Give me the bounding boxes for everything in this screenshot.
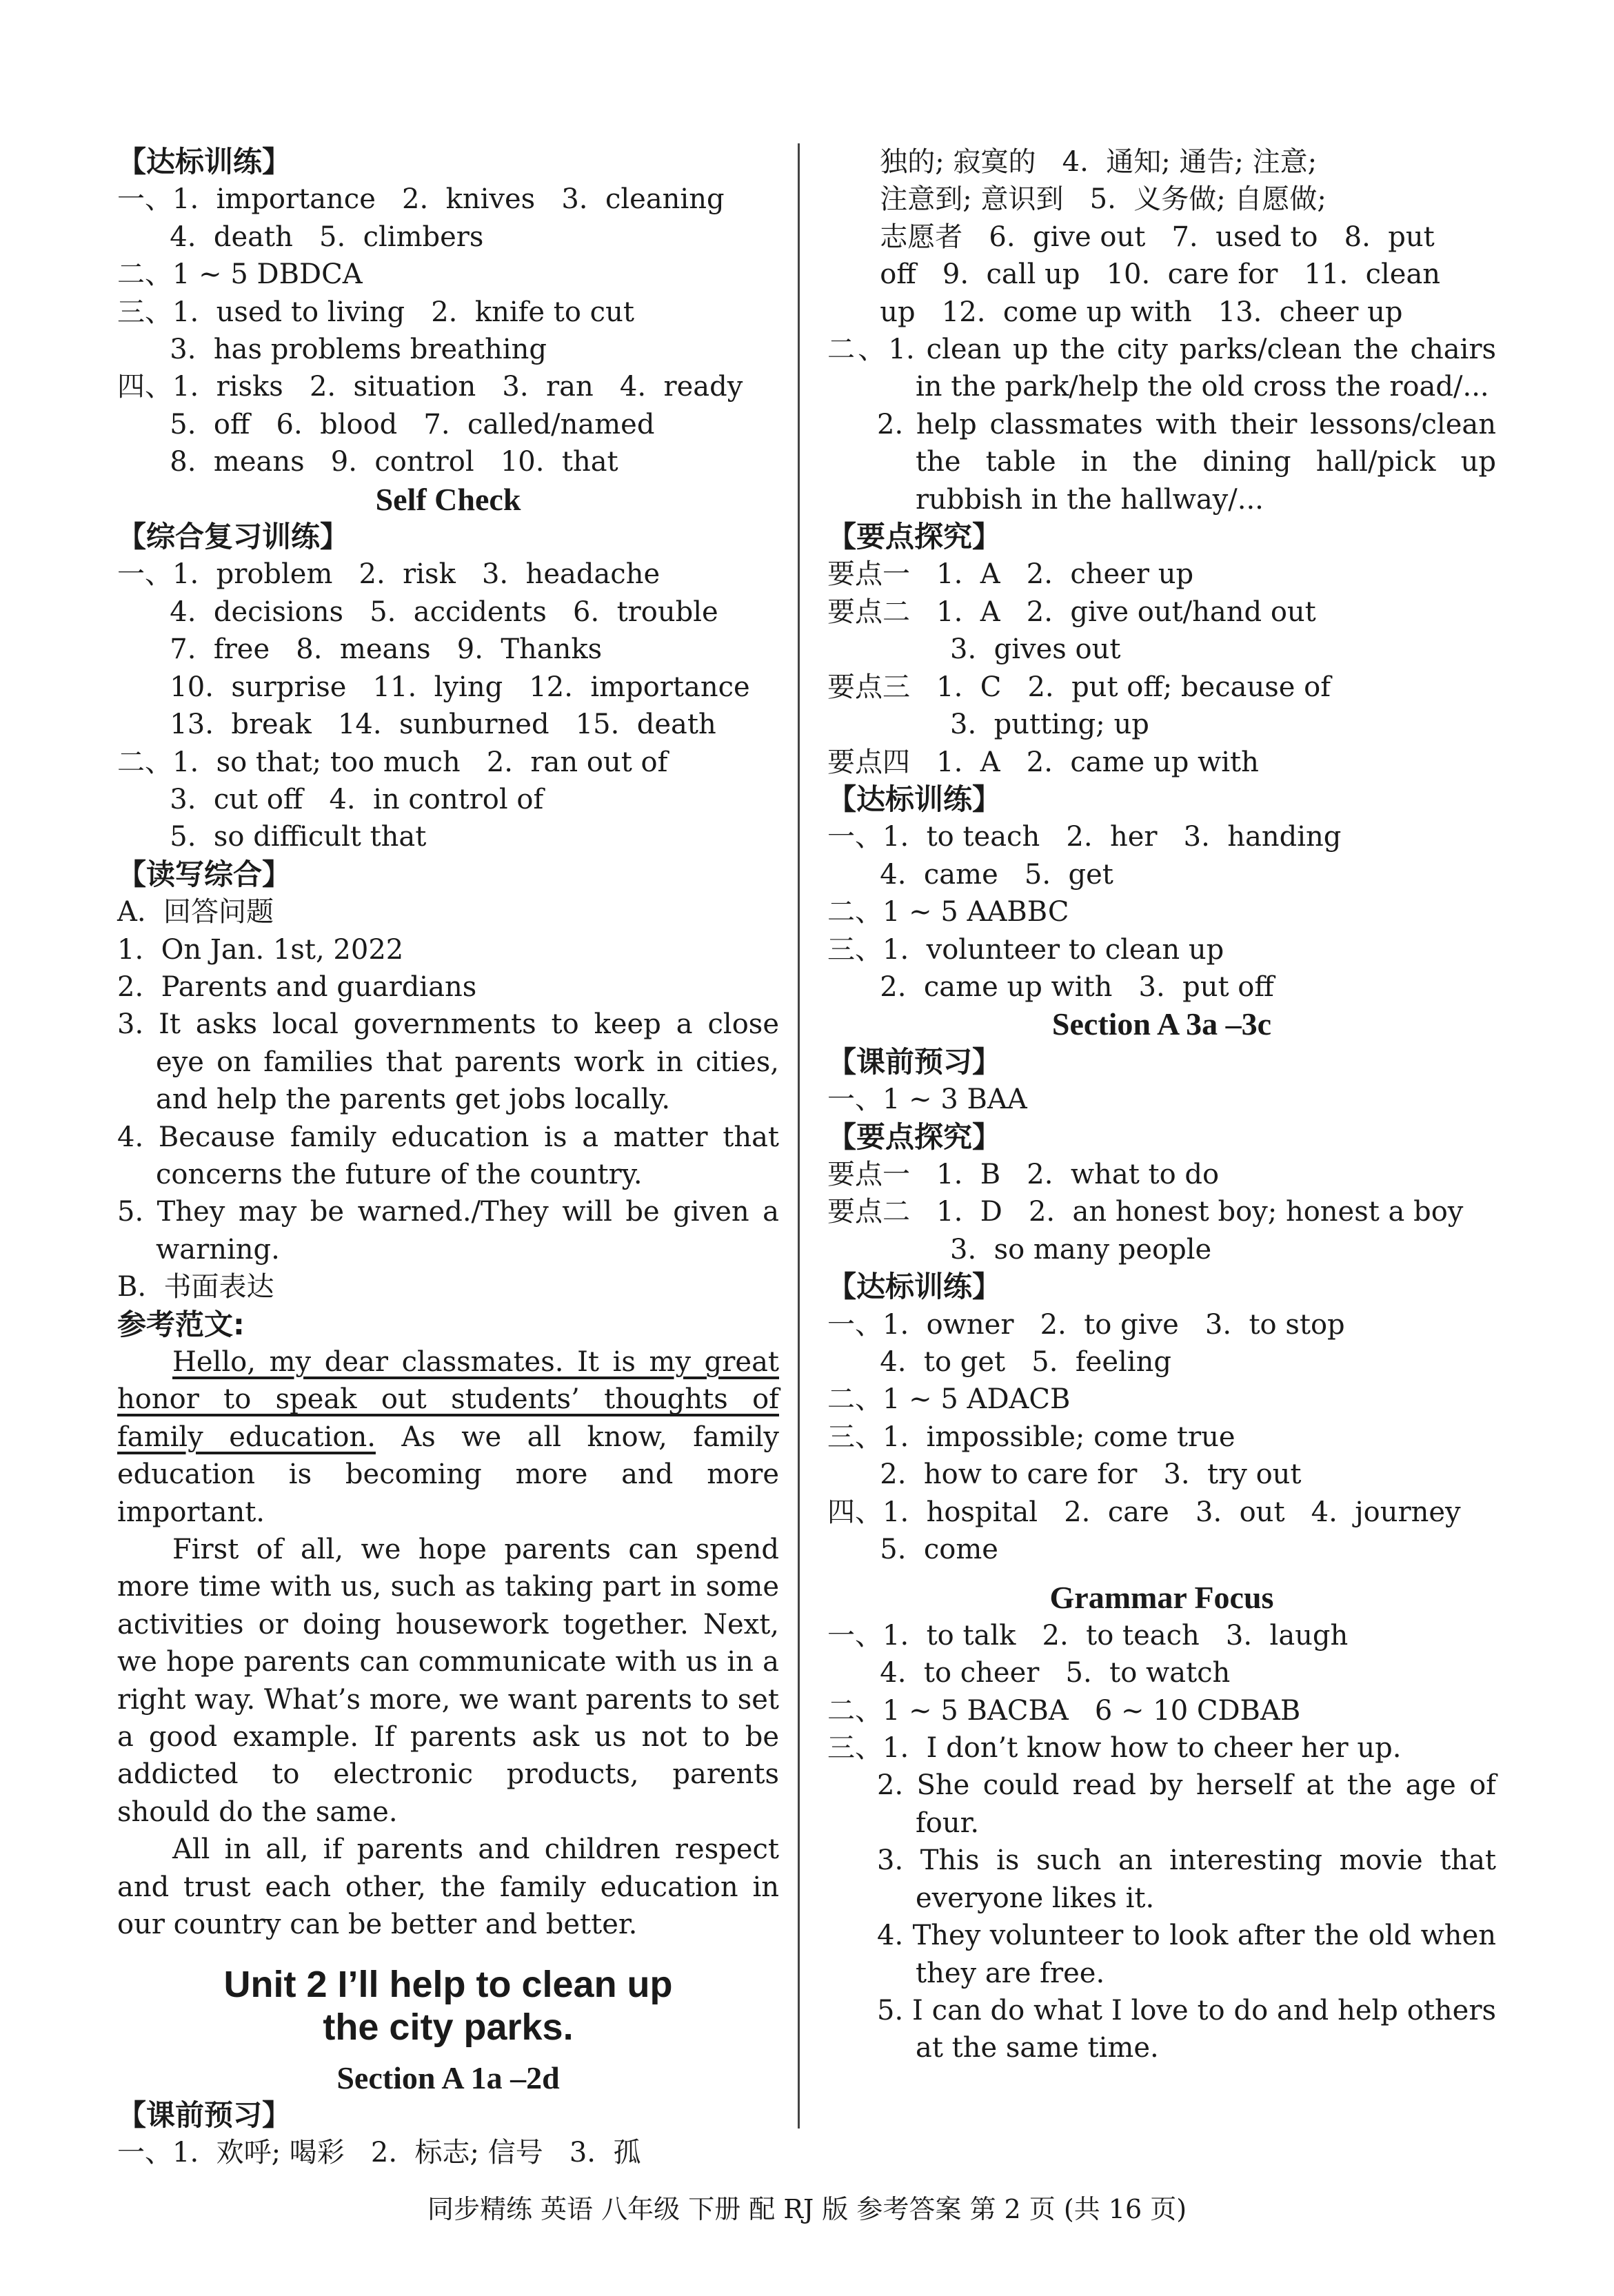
answer-line: 二、1 ~ 5 AABBC: [827, 896, 1069, 928]
answer-line: 2. how to care for 3. try out: [827, 1459, 1302, 1491]
section-title: Section A 3a –3c: [1051, 1006, 1272, 1042]
answer-line: 独的; 寂寞的 4. 通知; 通告; 注意;: [827, 146, 1318, 178]
answer-paragraph: 5. They may be warned./They will be given a warning.: [117, 1196, 779, 1266]
self-check-title: Self Check: [375, 481, 521, 517]
section-heading: 【综合复习训练】: [117, 520, 350, 554]
answer-paragraph: 4. They volunteer to look after the old when they are free.: [877, 1920, 1496, 1989]
answer-line: 一、1 ~ 3 BAA: [827, 1084, 1027, 1116]
answer-line: 四、1. hospital 2. care 3. out 4. journey: [827, 1496, 1461, 1528]
answer-line: 4. death 5. climbers: [117, 221, 484, 253]
part-b-title: B. 书面表达: [117, 1271, 274, 1303]
answer-paragraph: 2. help classmates with their lessons/clean the table in the dining hall/pick up rubbish in the hallway/...: [877, 408, 1496, 516]
answer-paragraph: 2. She could read by herself at the age of four.: [877, 1769, 1496, 1839]
essay-paragraph-3: All in all, if parents and children respect and trust each other, the family education in our country can be better and better.: [117, 1833, 779, 1941]
answer-line: 志愿者 6. give out 7. used to 8. put: [827, 221, 1435, 253]
answer-line: 一、1. importance 2. knives 3. cleaning: [117, 183, 725, 216]
answer-line: 4. to cheer 5. to watch: [827, 1657, 1231, 1689]
essay-text: As we all know, family education is becoming more and more important.: [117, 1421, 779, 1528]
page-footer: 同步精练 英语 八年级 下册 配 RJ 版 参考答案 第 2 页 (共 16 页): [427, 2194, 1187, 2224]
unit-title-line-2: the city parks.: [323, 2006, 574, 2048]
answer-line: 注意到; 意识到 5. 义务做; 自愿做;: [827, 183, 1326, 216]
answer-line: 三、1. impossible; come true: [827, 1421, 1235, 1453]
answer-paragraph: 3. It asks local governments to keep a close eye on families that parents work in cities, and help the parents get jobs locally.: [117, 1008, 779, 1116]
answer-line: 8. means 9. control 10. that: [117, 446, 618, 478]
answer-line: up 12. come up with 13. cheer up: [827, 296, 1403, 328]
answer-line: off 9. call up 10. care for 11. clean: [827, 258, 1441, 291]
column-divider: [798, 143, 800, 2129]
answer-line: 2. Parents and guardians: [117, 971, 477, 1003]
section-title: Section A 1a –2d: [336, 2060, 560, 2095]
part-a-title: A. 回答问题: [117, 896, 274, 928]
grammar-focus-title: Grammar Focus: [1049, 1580, 1274, 1616]
answer-line: 一、1. owner 2. to give 3. to stop: [827, 1308, 1345, 1341]
answer-line: 一、1. to talk 2. to teach 3. laugh: [827, 1619, 1349, 1652]
section-heading: 【课前预习】: [827, 1044, 1002, 1079]
answer-line: 四、1. risks 2. situation 3. ran 4. ready: [117, 371, 743, 403]
answer-line: 要点三 1. C 2. put off; because of: [827, 671, 1331, 703]
answer-line: 三、1. volunteer to clean up: [827, 933, 1224, 966]
answer-line: 5. off 6. blood 7. called/named: [117, 408, 655, 440]
answer-paragraph: 二、1. clean up the city parks/clean the chairs in the park/help the old cross the road/...: [827, 334, 1496, 403]
underlined-opening: Hello, my dear classmates. It is my great honor to speak out students’ thoughts of family education.: [117, 1346, 779, 1453]
essay-paragraph-1: [117, 1343, 779, 1531]
answer-line: 5. come: [827, 1534, 998, 1566]
answer-line: 2. came up with 3. put off: [827, 971, 1274, 1003]
answer-line: 一、1. problem 2. risk 3. headache: [117, 558, 660, 591]
model-essay-label: 参考范文:: [117, 1307, 245, 1341]
answer-line: 要点一 1. A 2. cheer up: [827, 558, 1194, 591]
answer-line: 一、1. to teach 2. her 3. handing: [827, 821, 1342, 853]
section-heading: 【达标训练】: [827, 1270, 1002, 1304]
right-column: [827, 143, 1496, 2067]
answer-line: 二、1 ~ 5 ADACB: [827, 1383, 1071, 1416]
answer-line: 7. free 8. means 9. Thanks: [117, 633, 603, 666]
section-heading: 【要点探究】: [827, 1119, 1002, 1154]
answer-line: 三、1. I don’t know how to cheer her up.: [827, 1732, 1402, 1765]
essay-paragraph-2: First of all, we hope parents can spend more time with us, such as taking part in some activities or doing housework together. Next, we hope parents can communicate with us in a right way. What’s more, we want parents to set a good example. If parents ask us not to be addicted to electronic products, parents should do the same.: [117, 1534, 779, 1828]
answer-line: 1. On Jan. 1st, 2022: [117, 933, 404, 966]
answer-line: 二、1 ~ 5 DBDCA: [117, 258, 363, 291]
answer-line: 3. has problems breathing: [117, 334, 547, 366]
answer-line: 3. putting; up: [827, 709, 1149, 741]
answer-line: 3. gives out: [827, 633, 1121, 666]
answer-paragraph: 5. I can do what I love to do and help others at the same time.: [877, 1994, 1496, 2064]
answer-line: 3. so many people: [827, 1233, 1212, 1266]
answer-line: 一、1. 欢呼; 喝彩 2. 标志; 信号 3. 孤: [117, 2137, 641, 2169]
answer-line: 5. so difficult that: [117, 821, 427, 853]
answer-line: 3. cut off 4. in control of: [117, 783, 544, 815]
answer-paragraph: 4. Because family education is a matter that concerns the future of the country.: [117, 1121, 779, 1190]
section-heading: 【达标训练】: [117, 145, 292, 179]
section-heading: 【读写综合】: [117, 857, 292, 891]
answer-line: 要点一 1. B 2. what to do: [827, 1158, 1220, 1190]
section-heading: 【课前预习】: [117, 2097, 292, 2132]
answer-line: 要点四 1. A 2. came up with: [827, 746, 1259, 778]
section-heading: 【达标训练】: [827, 782, 1002, 816]
answer-line: 要点二 1. D 2. an honest boy; honest a boy: [827, 1196, 1464, 1228]
section-heading: 【要点探究】: [827, 520, 1002, 554]
answer-line: 10. surprise 11. lying 12. importance: [117, 671, 750, 703]
left-column: [117, 143, 779, 2172]
unit-title-line-1: Unit 2 I’ll help to clean up: [223, 1963, 673, 2005]
answer-line: 4. to get 5. feeling: [827, 1346, 1171, 1378]
answer-line: 二、1 ~ 5 BACBA 6 ~ 10 CDBAB: [827, 1694, 1301, 1727]
answer-line: 4. decisions 5. accidents 6. trouble: [117, 596, 718, 628]
answer-line: 4. came 5. get: [827, 858, 1113, 891]
answer-line: 要点二 1. A 2. give out/hand out: [827, 596, 1316, 628]
answer-paragraph: 3. This is such an interesting movie that everyone likes it.: [877, 1845, 1496, 1914]
answer-line: 13. break 14. sunburned 15. death: [117, 709, 716, 741]
answer-line: 三、1. used to living 2. knife to cut: [117, 296, 634, 328]
answer-line: 二、1. so that; too much 2. ran out of: [117, 746, 668, 778]
